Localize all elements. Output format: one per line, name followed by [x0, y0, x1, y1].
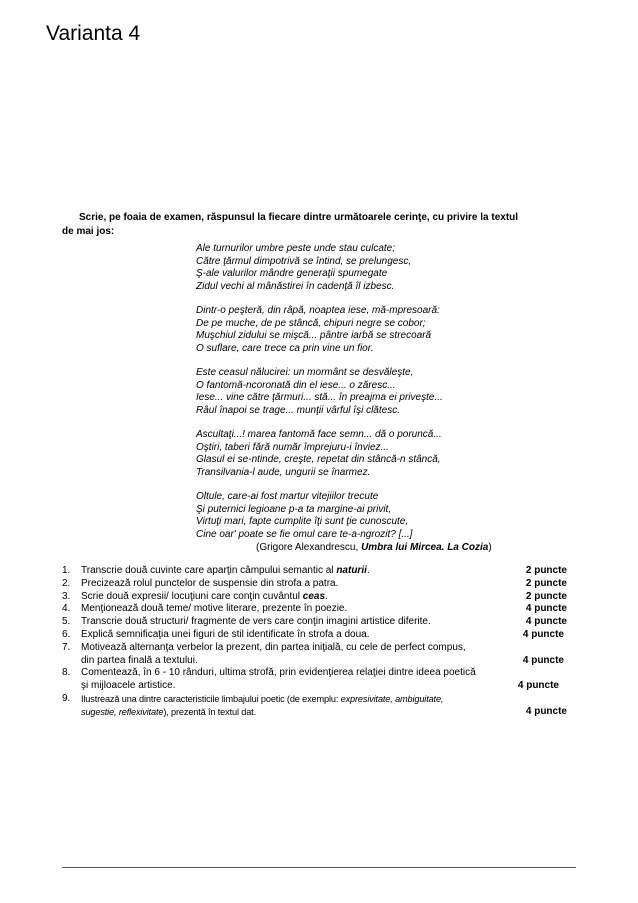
poem-verse: Cine oar' poate se fie omul care te-a-ngrozit? [...] [196, 528, 413, 540]
question-text-part: Scrie două expresii/ locuţiuni care conţin cuvântul [81, 590, 303, 602]
question-number: 8. [62, 667, 71, 679]
instruction-line: de mai jos: [62, 225, 115, 237]
poem-verse: Transilvania-l aude, ungurii se înarmez. [196, 466, 371, 478]
question-text-part: . [325, 590, 328, 602]
question-text: Explică semnificaţia unei figuri de stil identificate în strofa a doua. [81, 628, 370, 640]
question-text-part: Transcrie două cuvinte care aparţin câmpului semantic al [81, 565, 337, 576]
question-number: 5. [62, 616, 71, 628]
question-points: 4 puncte [522, 654, 564, 666]
question-item [62, 616, 567, 629]
question-number: 6. [62, 628, 71, 640]
question-number: 9. [62, 692, 71, 704]
question-number: 4. [62, 603, 71, 615]
question-points: 4 puncte [525, 616, 567, 628]
work-title: Umbra lui Mircea. La Cozia [361, 542, 489, 553]
question-text: Precizează rolul punctelor de suspensie din strofa a patra. [81, 577, 339, 589]
poem-verse: O suflare, care trece ca prin vine un fior. [196, 342, 374, 354]
poem-verse: Râul înapoi se trage... munţii vârful îşi clătesc. [196, 404, 400, 416]
poem-verse: De pe muche, de pe stâncă, chipuri negre se cobor; [196, 317, 426, 329]
attribution-prefix: (Grigore Alexandrescu, [256, 542, 362, 553]
question-example: sugestie, reflexivitate [81, 706, 164, 717]
poem-verse: Oştiri, taberi fără număr împrejuru-i înviez... [196, 441, 389, 453]
poem-verse: Glasul ei se-ntinde, creşte, repetat din stâncă-n stâncă, [196, 454, 441, 465]
question-text-part: Motivează alternanţa verbelor la prezent, din partea iniţială, cu cele de perfect compus, [81, 641, 466, 653]
question-text: Menţionează două teme/ motive literare, prezente în poezie. [81, 603, 348, 615]
poem-verse: Ş-ale valurilor mândre generaţii spumegate [196, 268, 388, 279]
question-text-part: Comentează, în 6 - 10 rânduri, ultima strofă, prin evidenţierea relaţiei dintre ideea poetică [81, 667, 476, 679]
question-text-part: şi mijloacele artistice. [81, 680, 176, 692]
instruction [62, 211, 572, 238]
question-points: 4 puncte [522, 628, 564, 640]
question-points: 4 puncte [525, 603, 567, 615]
question-example: expresivitate, ambiguitate, [340, 693, 444, 704]
poem-verse: Dintr-o peşteră, din râpă, noaptea iese, mă-mpresoară: [196, 305, 440, 316]
question-points: 2 puncte [525, 577, 567, 589]
poem-verse: Este ceasul nălucirei: un mormânt se desvăleşte, [196, 367, 414, 378]
footer-rule [62, 867, 576, 868]
question-text [81, 591, 567, 604]
question-number: 2. [62, 577, 71, 589]
question-item [62, 642, 567, 668]
question-text: Transcrie două structuri/ fragmente de vers care conţin imagini artistice diferite. [81, 616, 431, 628]
page-title: Varianta 4 [46, 22, 141, 45]
question-points: 2 puncte [525, 565, 567, 576]
poem-verse: Iese... vine către ţărmuri... stă... în preajma ei priveşte... [196, 392, 443, 403]
poem-verse: O fantomă-ncoronată din el iese... o zăresc... [196, 379, 396, 391]
question-item [62, 578, 567, 591]
poem [196, 243, 443, 553]
poem-verse: Către ţărmul dimpotrivă se întind, se prelungesc, [196, 255, 412, 267]
question-list [62, 565, 567, 719]
question-text [81, 565, 567, 578]
question-item [62, 629, 567, 642]
poem-verse: Oltule, care-ai fost martur vitejiilor trecute [196, 491, 379, 502]
question-keyword: ceas [302, 590, 326, 602]
question-points: 2 puncte [525, 590, 567, 602]
poem-verse: Muşchiul zidului se mişcă... pântre iarbă se strecoară [196, 330, 432, 341]
poem-stanza [196, 491, 443, 541]
question-text-part: din partea finală a textului. [81, 654, 198, 666]
poem-verse: Ascultaţi...! marea fantomă face semn... dă o poruncă... [196, 429, 442, 440]
poem-verse: Virtuţi mari, fapte cumplite îţi sunt ţie cunoscute, [196, 516, 409, 527]
question-number: 3. [62, 590, 71, 602]
question-item [62, 565, 567, 578]
question-text-part: Ilustrează una dintre caracteristicile limbajului poetic (de exemplu: [81, 693, 341, 704]
question-text-part: . [366, 565, 370, 576]
question-item [62, 603, 567, 616]
question-text [81, 667, 567, 693]
poem-verse: Şi puternici legioane p-a ta margine-ai privit, [196, 503, 392, 515]
attribution-suffix: ) [488, 542, 492, 553]
poem-verse: Ale turnurilor umbre peste unde stau culcate; [196, 243, 395, 254]
question-text [81, 693, 567, 719]
question-text [81, 642, 567, 668]
question-text-part: ), prezentă în textul dat. [163, 706, 256, 717]
question-keyword: naturii [336, 565, 367, 576]
poem-verse: Zidul vechi al mânăstirei în cadenţă îl izbesc. [196, 280, 395, 292]
question-points: 4 puncte [517, 680, 559, 692]
instruction-line: Scrie, pe foaia de examen, răspunsul la fiecare dintre următoarele cerinţe, cu privire la textul [79, 212, 519, 223]
question-number: 1. [62, 565, 71, 576]
poem-stanza [196, 243, 443, 293]
question-item [62, 667, 567, 693]
poem-stanza [196, 367, 443, 417]
question-item [62, 693, 567, 719]
question-points: 4 puncte [525, 705, 567, 717]
poem-attribution [256, 542, 492, 553]
poem-stanza [196, 305, 443, 355]
question-item [62, 591, 567, 604]
poem-stanza [196, 429, 443, 479]
question-number: 7. [62, 641, 71, 653]
